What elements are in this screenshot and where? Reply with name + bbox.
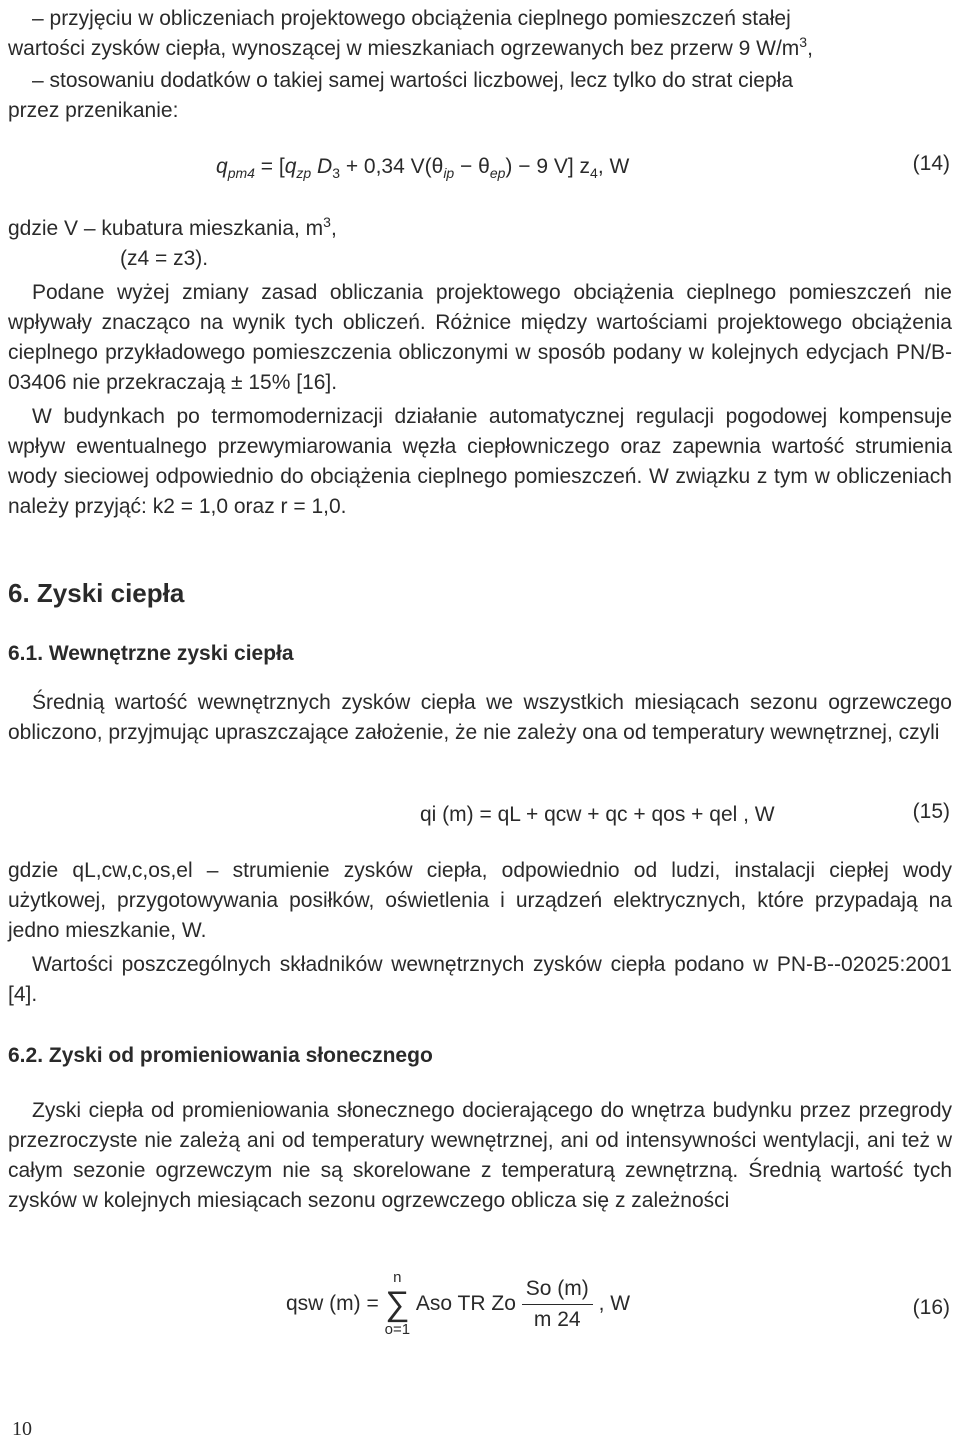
list-item-continuation [8,96,952,126]
summation [385,1270,410,1338]
equation-number: (15) [912,800,950,823]
where-text: gdzie V – kubatura mieszkania, m [8,217,324,240]
eq-term: ) − 9 V] z [505,155,591,178]
equation-14 [216,152,629,182]
eq-unit: , W [598,1292,631,1315]
subsection-heading: 6.2. Zyski od promieniowania słonecznego [8,1044,433,1067]
eq-term: + 0,34 V(θ [339,155,444,178]
list-item-text: wartości zysków ciepła, wynoszącej w mieszkaniach ogrzewanych bez przerw 9 W/m [8,37,800,60]
eq-subscript: pm4 [227,165,255,182]
eq-subscript: 3 [332,165,340,182]
where-clause [8,214,952,244]
equation-number: (16) [912,1296,950,1319]
punctuation: , [807,37,813,60]
eq-subscript: 4 [590,165,598,182]
paragraph: Zyski ciepła od promieniowania słonecznego docierającego do wnętrza budynku przez przegrody przezroczyste nie zależą ani od temperatury wewnętrznej, ani od intensywności wentylacji, ani też w całym sezonie ogrzewczym nie są skorelowane z temperaturą zewnętrzną. Średnią wartość tych zysków w kolejnych miesiącach sezonu ogrzewczego oblicza się z zależności [8,1099,952,1212]
fraction [522,1274,593,1335]
subsection-heading: 6.1. Wewnętrzne zyski ciepła [8,642,294,665]
superscript: 3 [323,214,331,230]
sum-upper-limit: n [393,1269,402,1286]
eq-subscript: zp [296,165,312,182]
eq-body: Aso TR Zo [415,1292,516,1315]
section-heading: 6. Zyski ciepła [8,578,185,608]
eq-operator: − θ [454,155,490,178]
list-item-text: – przyjęciu w obliczeniach projektowego obciążenia cieplnego pomieszczeń stałej [32,7,791,30]
eq-symbol: q [284,155,297,178]
paragraph: Średnią wartość wewnętrznych zysków ciepła we wszystkich miesiącach sezonu ogrzewczego obliczono, przyjmując upraszczające założenie, że nie zależy ona od temperatury wewnętrznej, czyli [8,691,952,744]
eq-symbol: q [216,155,228,178]
list-item [8,4,952,34]
superscript: 3 [799,34,808,50]
sum-sign: ∑ [385,1285,410,1323]
paragraph: Podane wyżej zmiany zasad obliczania projektowego obciążenia cieplnego pomieszczeń nie wpływały znacząco na wynik tych obliczeń. Różnice między wartościami projektowego obciążenia cieplnego przykładowego pomieszczenia obliczonymi w sposób podany w kolejnych edycjach PN/B-03406 nie przekraczają ± 15% [16]. [8,281,952,394]
eq-lhs: qsw (m) = [286,1292,379,1315]
equation-number: (14) [912,152,950,175]
eq-subscript: ip [443,165,455,182]
fraction-denominator: m 24 [533,1307,581,1331]
equation-15: qi (m) = qL + qcw + qc + qos + qel , W [420,803,775,826]
sum-lower-limit: o=1 [384,1321,411,1338]
eq-subscript: ep [489,165,506,182]
equation-16 [286,1270,630,1338]
fraction-numerator: So (m) [522,1274,593,1305]
list-item-continuation [8,34,952,64]
punctuation: , [330,217,337,240]
paragraph: W budynkach po termomodernizacji działanie automatycznej regulacji pogodowej kompensuje wpływ ewentualnego przewymiarowania węzła ciepłowniczego oraz zapewnia wartość strumienia wody sieciowej odpowiednio do obciążenia cieplnego pomieszczeń. W związku z tym w obliczeniach należy przyjąć: k2 = 1,0 oraz r = 1,0. [8,405,952,518]
page-number: 10 [12,1418,32,1440]
eq-operator: = [ [254,155,285,178]
where-clause-line2: (z4 = z3). [120,247,209,270]
eq-unit: , W [597,155,630,178]
list-item-text: przez przenikanie: [8,99,179,122]
list-item [8,66,952,96]
paragraph: Wartości poszczególnych składników wewnętrznych zysków ciepła podano w PN-B--02025:2001 [4]. [8,953,952,1006]
eq-symbol: D [311,155,333,178]
paragraph: gdzie qL,cw,c,os,el – strumienie zysków ciepła, odpowiednio od ludzi, instalacji ciepłej wody użytkowej, przygotowywania posiłków, oświetlenia i urządzeń elektrycznych, które przypadają na jedno mieszkanie, W. [8,859,952,942]
list-item-text: – stosowaniu dodatków o takiej samej wartości liczbowej, lecz tylko do strat ciepła [32,69,794,92]
